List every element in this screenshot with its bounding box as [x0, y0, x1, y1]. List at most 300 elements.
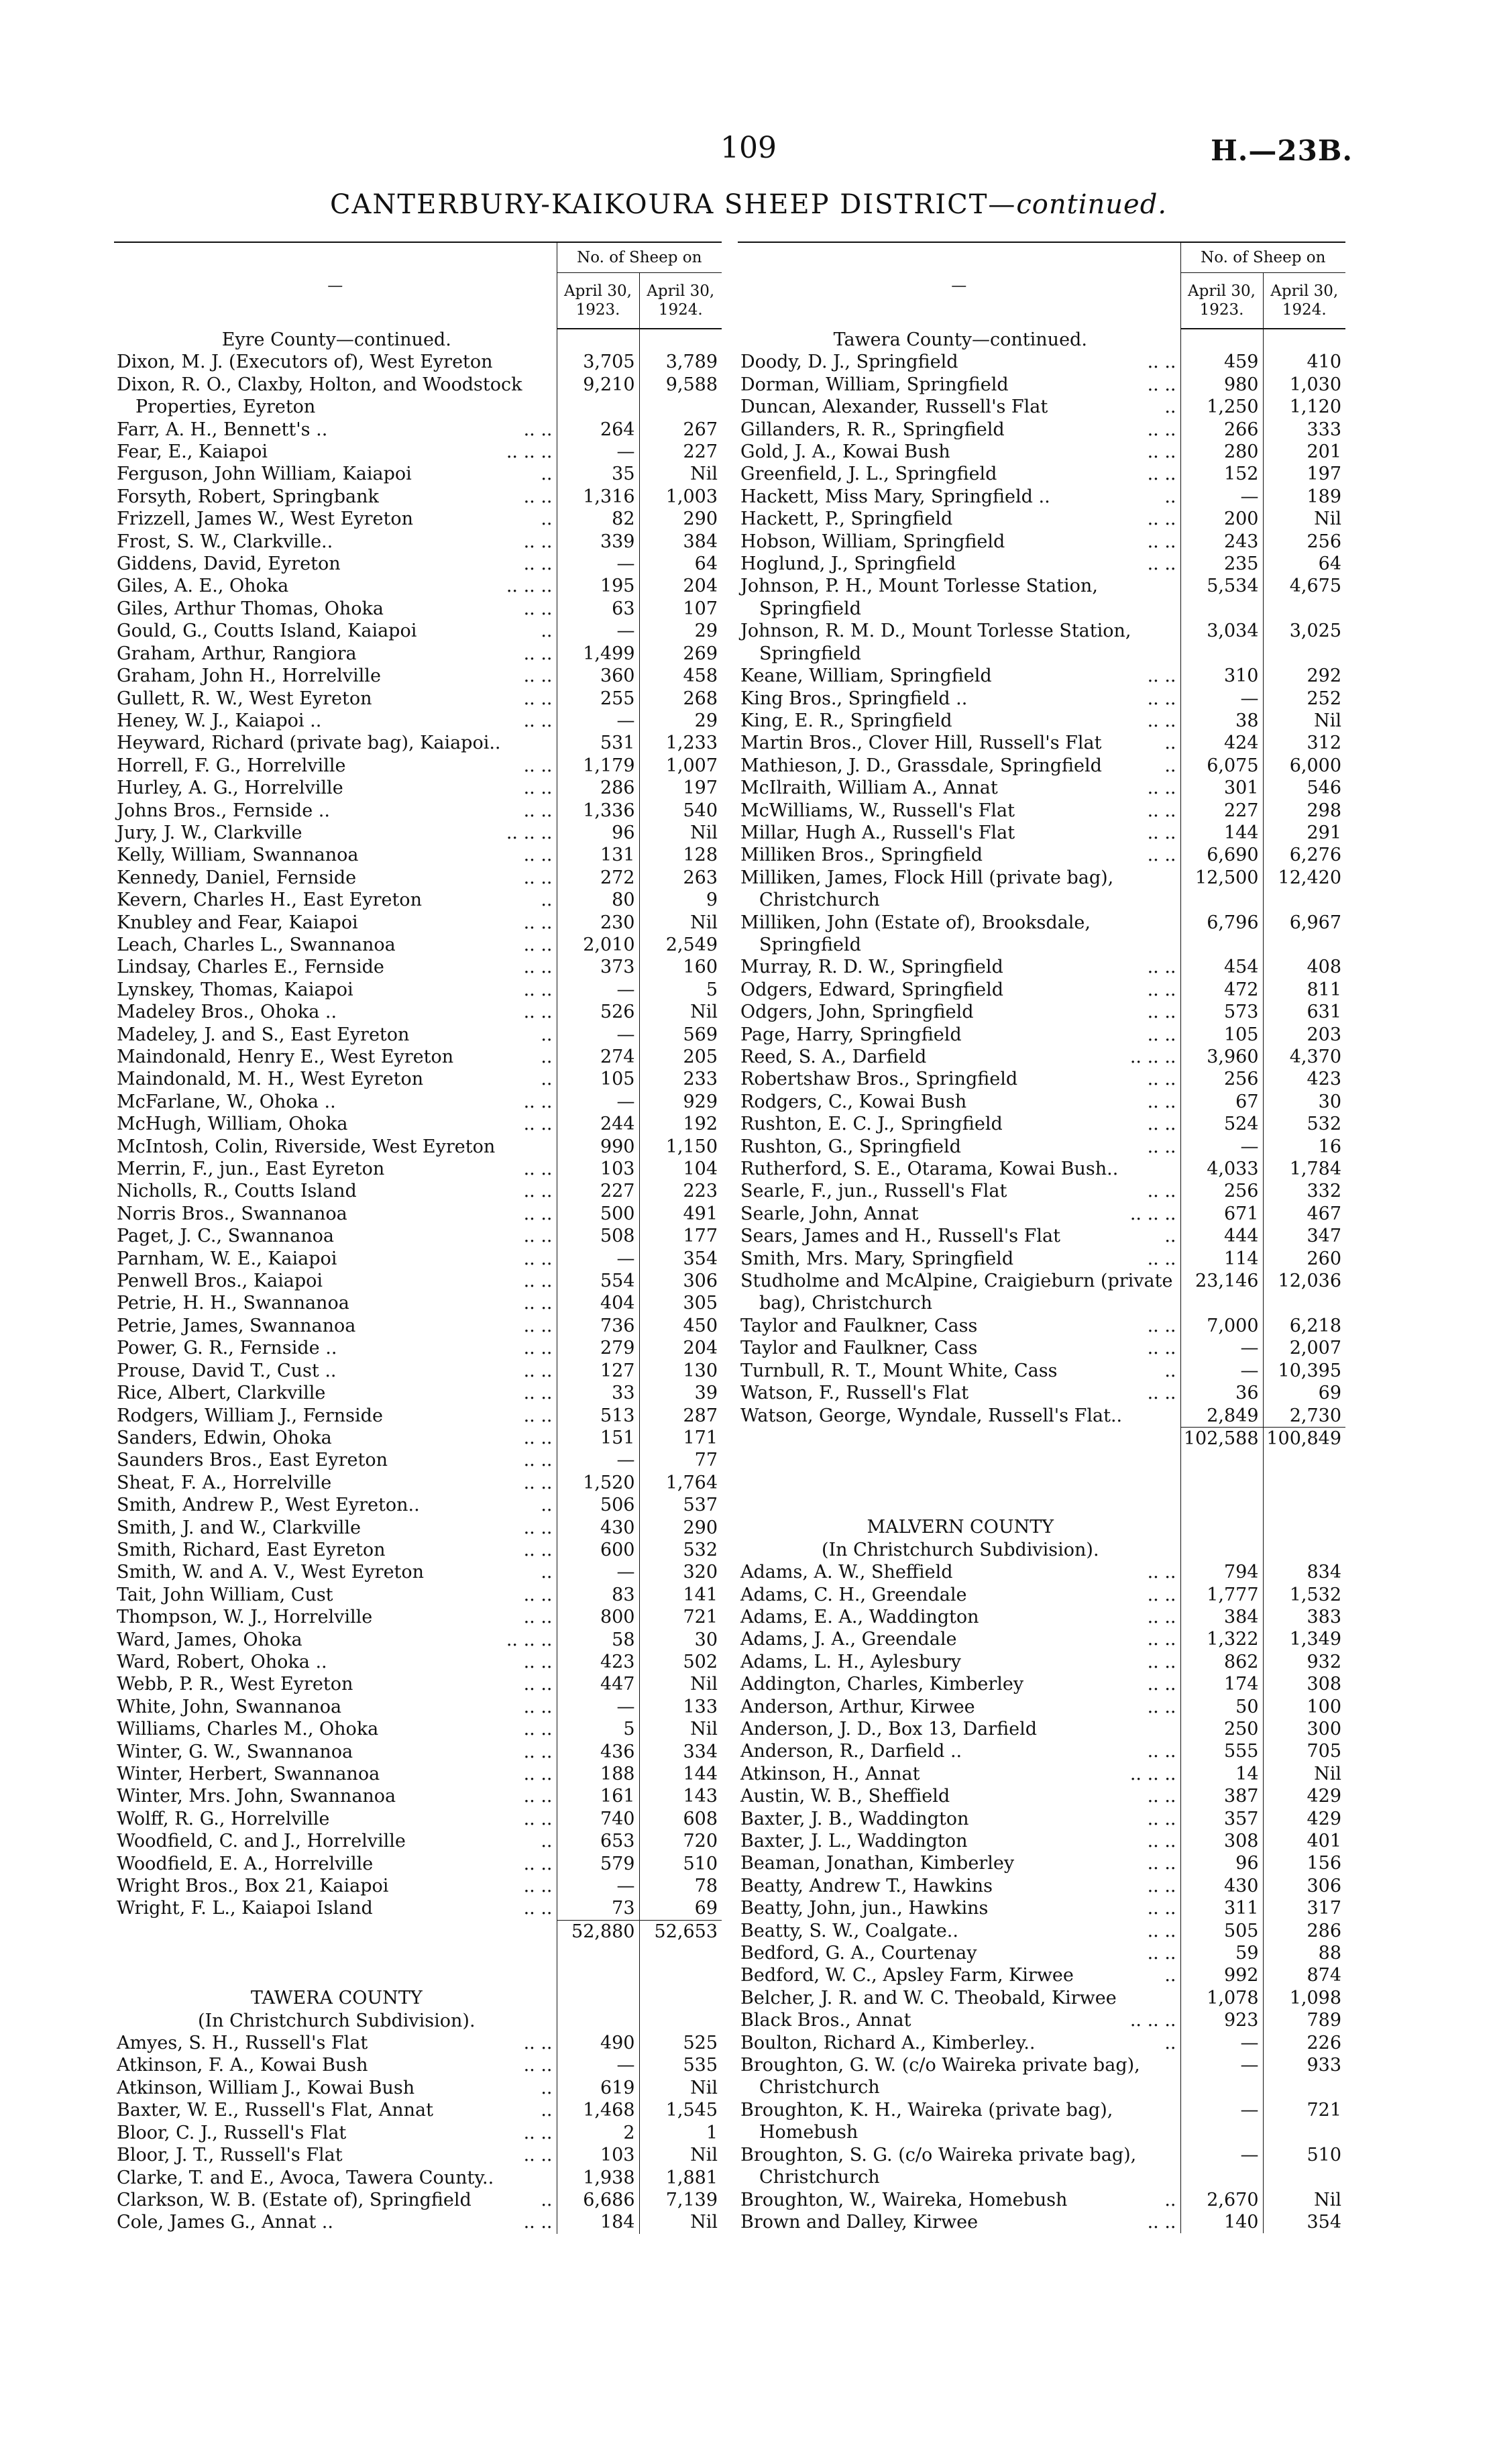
empty-cell [557, 2010, 639, 2032]
leader-dots: .. .. [1147, 688, 1176, 709]
owner-name-text: Giles, Arthur Thomas, Ohoka [117, 598, 384, 619]
owner-name-text: Bedford, G. A., Courtenay [740, 1943, 977, 1964]
owner-name-text: Rushton, E. C. J., Springfield [740, 1114, 1003, 1135]
leader-dots: .. .. [523, 1450, 553, 1471]
leader-dots: .. [541, 890, 553, 911]
sheep-1924: 929 [639, 1091, 722, 1113]
owner-name [114, 1203, 557, 1225]
sheep-1924: 269 [639, 643, 722, 665]
table-row [738, 575, 1345, 620]
table-row [738, 620, 1345, 665]
leader-dots: .. .. [523, 665, 553, 687]
sheep-1924: 286 [1263, 1920, 1345, 1942]
sheep-1924: 705 [1263, 1740, 1345, 1762]
sheep-1923: 6,075 [1180, 755, 1263, 777]
report-reference: H.—23B. [1211, 134, 1353, 167]
owner-name [114, 1113, 557, 1135]
owner-name-text: Johnson, P. H., Mount Torlesse Station, Springfield [740, 576, 1098, 619]
sheep-1924: 305 [639, 1292, 722, 1314]
sheep-1923: 923 [1180, 2009, 1263, 2031]
sheep-1924: 1,030 [1263, 374, 1345, 396]
leader-dots: .. .. [523, 1293, 553, 1314]
table-row [114, 598, 722, 620]
leader-dots: .. .. [1147, 2211, 1176, 2233]
table-row [114, 2167, 722, 2189]
owner-name [114, 979, 557, 1001]
owner-name [114, 1853, 557, 1875]
sheep-1923: 490 [557, 2032, 639, 2054]
table-row [738, 1763, 1345, 1785]
sheep-1923: — [1180, 1360, 1263, 1382]
sheep-1923: 5,534 [1180, 575, 1263, 620]
sheep-1924: 1,003 [639, 486, 722, 508]
leader-dots: .. .. [1147, 1898, 1176, 1919]
sheep-1923: 424 [1180, 732, 1263, 754]
sheep-1923: 266 [1180, 419, 1263, 441]
sheep-1924: 1,532 [1263, 1584, 1345, 1606]
leader-dots: .. .. [523, 1338, 553, 1359]
table-row [114, 2144, 722, 2166]
owner-name-text: Farr, A. H., Bennett's .. [117, 419, 328, 440]
sheep-1924: Nil [639, 822, 722, 844]
owner-name [114, 1136, 557, 1158]
sheep-1924: 332 [1263, 1180, 1345, 1202]
owner-name [738, 1763, 1180, 1785]
table-row [114, 1225, 722, 1247]
owner-name-text: Rutherford, S. E., Otarama, Kowai Bush.. [740, 1159, 1119, 1180]
owner-name [114, 1517, 557, 1539]
table-row [738, 1696, 1345, 1718]
leader-dots: .. .. [523, 598, 553, 619]
owner-name-text: Baxter, W. E., Russell's Flat, Annat [117, 2100, 433, 2121]
table-row [738, 979, 1345, 1001]
owner-name-text: Fear, E., Kaiapoi [117, 441, 268, 463]
spacer-row [114, 1965, 722, 1987]
owner-name-text: Heney, W. J., Kaiapoi .. [117, 710, 322, 731]
owner-name-text: Adams, A. W., Sheffield [740, 1562, 953, 1583]
owner-name [114, 889, 557, 911]
table-row [114, 2054, 722, 2076]
sheep-1924: 69 [1263, 1382, 1345, 1404]
sheep-1924: 932 [1263, 1651, 1345, 1673]
owner-name [738, 1068, 1180, 1090]
owner-name [114, 912, 557, 934]
owner-name [738, 1740, 1180, 1762]
table-row [114, 1360, 722, 1382]
table-row [114, 1136, 722, 1158]
leader-dots: .. .. [523, 1876, 553, 1897]
empty-cell [114, 1943, 557, 1965]
owner-name-text: Dixon, R. O., Claxby, Holton, and Woodstock Properties, Eyreton [117, 374, 522, 418]
owner-name [114, 2167, 557, 2189]
sheep-1923: 103 [557, 2144, 639, 2166]
owner-name-text: Greenfield, J. L., Springfield [740, 464, 997, 485]
leader-dots: .. .. [523, 1898, 553, 1919]
owner-name [114, 1248, 557, 1270]
leader-dots: .. .. [523, 1853, 553, 1874]
leader-dots: .. .. [1147, 1181, 1176, 1202]
leader-dots: .. .. [1147, 1383, 1176, 1404]
owner-name-text: Doody, D. J., Springfield [740, 352, 958, 373]
empty-cell [639, 1943, 722, 1965]
sheep-1923: — [557, 1696, 639, 1718]
table-row [114, 956, 722, 978]
table-row [738, 1248, 1345, 1270]
table-row [114, 889, 722, 911]
leader-dots: .. .. [1147, 1136, 1176, 1157]
leader-dots: .. [541, 621, 553, 642]
table-row [738, 463, 1345, 485]
sheep-1923: 459 [1180, 351, 1263, 373]
sheep-1923: 38 [1180, 710, 1263, 732]
owner-name [738, 486, 1180, 508]
owner-name-text: Graham, John H., Horrelville [117, 665, 381, 687]
table-row [738, 867, 1345, 912]
owner-name [738, 351, 1180, 373]
owner-name [738, 2211, 1180, 2233]
owner-name-text: Amyes, S. H., Russell's Flat [117, 2033, 368, 2054]
leader-dots: .. .. [1147, 1786, 1176, 1807]
sheep-1924: 721 [639, 1606, 722, 1628]
right-sheep-table [738, 242, 1345, 2233]
sheep-1923: 235 [1180, 553, 1263, 575]
owner-name [114, 2144, 557, 2166]
sheep-1923: 524 [1180, 1113, 1263, 1135]
sheep-1923: — [557, 1024, 639, 1046]
owner-name-text: Broughton, S. G. (c/o Waireka private bag), Christchurch [740, 2144, 1137, 2188]
owner-name [114, 2211, 557, 2233]
table-row [114, 822, 722, 844]
sheep-1924: 384 [639, 531, 722, 553]
sheep-1923: — [1180, 486, 1263, 508]
sheep-1923: 274 [557, 1046, 639, 1068]
table-row [114, 1270, 722, 1292]
table-row [114, 1180, 722, 1202]
leader-dots: .. .. [523, 1719, 553, 1740]
sheep-1923: 280 [1180, 441, 1263, 463]
sheep-1924: Nil [639, 463, 722, 485]
owner-name [738, 1673, 1180, 1695]
leader-dots: .. .. [1147, 845, 1176, 866]
owner-name [114, 2077, 557, 2099]
table-row [114, 508, 722, 530]
sheep-1923: 992 [1180, 1964, 1263, 1986]
owner-name [114, 1830, 557, 1852]
owner-name-text: Murray, R. D. W., Springfield [740, 957, 1003, 978]
sheep-1923: 227 [1180, 800, 1263, 822]
sheep-1924: 429 [1263, 1785, 1345, 1807]
table-row [114, 934, 722, 956]
table-row [738, 665, 1345, 687]
owner-name-text: Petrie, H. H., Swannanoa [117, 1293, 349, 1314]
sheep-1924: 546 [1263, 777, 1345, 799]
table-row [114, 1763, 722, 1785]
sheep-1924: 6,218 [1263, 1315, 1345, 1337]
empty-cell [114, 1920, 557, 1943]
sheep-1923: 286 [557, 777, 639, 799]
sheep-1923: 33 [557, 1382, 639, 1404]
sheep-1923: — [557, 710, 639, 732]
owner-name-text: Broughton, K. H., Waireka (private bag), Homebush [740, 2099, 1113, 2143]
sheep-1924: 6,967 [1263, 912, 1345, 957]
sheep-1923: 1,250 [1180, 396, 1263, 418]
empty-cell [1180, 329, 1263, 351]
table-row [114, 1629, 722, 1651]
owner-name [114, 419, 557, 441]
sheep-1924: 354 [1263, 2211, 1345, 2233]
table-row [738, 1046, 1345, 1068]
owner-name [738, 1584, 1180, 1606]
sheep-1924: 408 [1263, 956, 1345, 978]
owner-name [114, 867, 557, 889]
sheep-1923: 2 [557, 2122, 639, 2144]
owner-name [114, 1897, 557, 1920]
owner-name-text: Millar, Hugh A., Russell's Flat [740, 822, 1015, 843]
table-row [114, 351, 722, 373]
owner-name [114, 508, 557, 530]
leader-dots: .. .. [1147, 419, 1176, 440]
sheep-1924: 10,395 [1263, 1360, 1345, 1382]
sheep-1924: 6,276 [1263, 844, 1345, 866]
sheep-1924: 77 [639, 1449, 722, 1471]
table-row [738, 2144, 1345, 2189]
sheep-1923: 152 [1180, 463, 1263, 485]
sheep-1924: 306 [639, 1270, 722, 1292]
owner-name [114, 755, 557, 777]
owner-name-text: Beatty, John, jun., Hawkins [740, 1898, 989, 1919]
table-row [114, 1315, 722, 1337]
sheep-1924: 298 [1263, 800, 1345, 822]
spacer-row [738, 1450, 1345, 1472]
owner-name-text: Lynskey, Thomas, Kaiapoi [117, 979, 353, 1000]
owner-name-text: Adams, L. H., Aylesbury [740, 1651, 961, 1672]
table-row [114, 1539, 722, 1561]
sheep-1923: 357 [1180, 1808, 1263, 1830]
owner-name [738, 1987, 1180, 2009]
owner-name-text: Rice, Albert, Clarkville [117, 1383, 326, 1404]
owner-name-text: Webb, P. R., West Eyreton [117, 1674, 353, 1695]
sheep-1923: 250 [1180, 1718, 1263, 1740]
sheep-1923: 311 [1180, 1897, 1263, 1919]
owner-name [114, 486, 557, 508]
sheep-1923: 579 [557, 1853, 639, 1875]
owner-name [738, 912, 1180, 957]
sheep-1923: 404 [557, 1292, 639, 1314]
table-row [738, 1068, 1345, 1090]
sheep-1924: 263 [639, 867, 722, 889]
owner-name-text: Hobson, William, Springfield [740, 531, 1005, 552]
sheep-1924: 192 [639, 1113, 722, 1135]
sheep-1924: 333 [1263, 419, 1345, 441]
leader-dots: .. .. [523, 1181, 553, 1202]
owner-name [114, 441, 557, 463]
owner-name-text: Watson, George, Wyndale, Russell's Flat.. [740, 1405, 1123, 1426]
table-row [738, 732, 1345, 754]
owner-name [114, 1875, 557, 1897]
owner-name [738, 822, 1180, 844]
sheep-1924: 1,784 [1263, 1158, 1345, 1180]
sheep-1924: 143 [639, 1785, 722, 1807]
owner-name-text: Mathieson, J. D., Grassdale, Springfield [740, 755, 1102, 776]
table-row [114, 441, 722, 463]
owner-name-text: Ferguson, John William, Kaiapoi [117, 464, 412, 485]
owner-name-text: Bloor, C. J., Russell's Flat [117, 2122, 347, 2143]
empty-cell [639, 1965, 722, 1987]
sheep-1923: 36 [1180, 1382, 1263, 1404]
owner-name-text: Atkinson, H., Annat [740, 1763, 920, 1784]
leader-dots: .. [541, 1562, 553, 1583]
empty-cell [1263, 329, 1345, 351]
sheep-1924: 12,420 [1263, 867, 1345, 912]
owner-name-text: Hoglund, J., Springfield [740, 553, 956, 575]
owner-name-text: Atkinson, William J., Kowai Bush [117, 2077, 415, 2098]
empty-cell [639, 2010, 722, 2032]
owner-header [738, 242, 1180, 329]
table-row [114, 867, 722, 889]
empty-cell [557, 1965, 639, 1987]
table-row [738, 777, 1345, 799]
sheep-1923: — [1180, 2144, 1263, 2189]
leader-dots: .. .. [523, 1696, 553, 1717]
owner-name-text: Duncan, Alexander, Russell's Flat [740, 396, 1048, 418]
leader-dots: .. .. [1147, 352, 1176, 373]
county-heading: MALVERN COUNTY [867, 1517, 1054, 1538]
table-row [738, 1987, 1345, 2009]
table-row [738, 486, 1345, 508]
sheep-1923: — [557, 441, 639, 463]
owner-name [738, 1091, 1180, 1113]
leader-dots: .. [1164, 2189, 1176, 2210]
sheep-1923: 195 [557, 575, 639, 597]
total-row [738, 1427, 1345, 1450]
owner-name-text: Belcher, J. R. and W. C. Theobald, Kirwee [740, 1987, 1117, 2008]
sheep-1924: 104 [639, 1158, 722, 1180]
sheep-1923: 140 [1180, 2211, 1263, 2233]
county-heading: TAWERA COUNTY [250, 1988, 423, 2009]
owner-name [738, 463, 1180, 485]
owner-name [114, 1427, 557, 1449]
leader-dots: .. .. [1147, 441, 1176, 463]
owner-name-text: Milliken, James, Flock Hill (private bag), Christchurch [740, 867, 1114, 911]
leader-dots: .. .. [523, 688, 553, 709]
owner-name [738, 1225, 1180, 1247]
owner-name [114, 1808, 557, 1830]
leader-dots: .. .. [1147, 822, 1176, 843]
leader-dots: .. [541, 1069, 553, 1090]
table-row [114, 1651, 722, 1673]
table-row [738, 755, 1345, 777]
owner-name [738, 1718, 1180, 1740]
table-row [738, 1136, 1345, 1158]
owner-name [738, 419, 1180, 441]
sheep-1923: 1,179 [557, 755, 639, 777]
sheep-1924: 4,370 [1263, 1046, 1345, 1068]
sheep-1923: 360 [557, 665, 639, 687]
leader-dots: .. .. .. [506, 822, 553, 843]
sheep-1923: — [1180, 2099, 1263, 2144]
owner-name-text: McIntosh, Colin, Riverside, West Eyreton [117, 1136, 496, 1157]
sheep-group-header: No. of Sheep on [557, 242, 722, 273]
county-heading-row [738, 1516, 1345, 1538]
empty-cell [1263, 1516, 1345, 1538]
subdivision-row [738, 1539, 1345, 1561]
county-heading-row [738, 329, 1345, 351]
leader-dots: .. [541, 1831, 553, 1852]
sheep-1924: 540 [639, 800, 722, 822]
sheep-1923: — [557, 1561, 639, 1583]
sheep-1923: 990 [557, 1136, 639, 1158]
owner-name-text: Merrin, F., jun., East Eyreton [117, 1159, 385, 1180]
owner-name-text: Hurley, A. G., Horrelville [117, 778, 343, 799]
sheep-1923: 105 [1180, 1024, 1263, 1046]
owner-name-text: Parnham, W. E., Kaiapoi [117, 1248, 337, 1269]
sheep-1924: 429 [1263, 1808, 1345, 1830]
owner-name [114, 1315, 557, 1337]
sheep-1924: 197 [639, 777, 722, 799]
sheep-1924: Nil [639, 2144, 722, 2166]
sheep-1923: 671 [1180, 1203, 1263, 1225]
sheep-1924: Nil [639, 1718, 722, 1740]
sheep-1923: 1,520 [557, 1472, 639, 1494]
owner-name [738, 2189, 1180, 2211]
sheep-1924: Nil [639, 912, 722, 934]
leader-dots: .. .. [1147, 1875, 1176, 1896]
table-row [114, 531, 722, 553]
owner-name [114, 1673, 557, 1695]
leader-dots: .. .. [523, 2055, 553, 2076]
sheep-1924: 197 [1263, 463, 1345, 485]
sheep-1923: 14 [1180, 1763, 1263, 1785]
owner-name [114, 1763, 557, 1785]
table-row [738, 1740, 1345, 1762]
owner-name-text: Beatty, Andrew T., Hawkins [740, 1875, 993, 1896]
table-row [738, 1897, 1345, 1919]
sheep-1924: 1,881 [639, 2167, 722, 2189]
owner-name-text: Nicholls, R., Coutts Island [117, 1181, 357, 1202]
sheep-1923: 244 [557, 1113, 639, 1135]
table-row [738, 1382, 1345, 1404]
right-table-body [738, 329, 1345, 2233]
sheep-1923: 310 [1180, 665, 1263, 687]
sheep-1923: 5 [557, 1718, 639, 1740]
sheep-1924: 317 [1263, 1897, 1345, 1919]
sheep-1924: 144 [639, 1763, 722, 1785]
table-row [738, 1718, 1345, 1740]
sheep-1923: — [557, 553, 639, 575]
leader-dots: .. .. [1147, 1584, 1176, 1605]
table-row [114, 710, 722, 732]
owner-name [738, 1808, 1180, 1830]
sheep-1924: 233 [639, 1068, 722, 1090]
owner-name-text: Smith, Mrs. Mary, Springfield [740, 1248, 1014, 1269]
leader-dots: .. .. [1147, 1069, 1176, 1090]
sheep-1924: 30 [639, 1629, 722, 1651]
owner-name-text: Kevern, Charles H., East Eyreton [117, 890, 422, 911]
sheep-1924: 721 [1263, 2099, 1345, 2144]
table-row [114, 1382, 722, 1404]
leader-dots: .. [1164, 1965, 1176, 1986]
sheep-1923: 188 [557, 1763, 639, 1785]
sheep-1923: 423 [557, 1651, 639, 1673]
owner-name [114, 1718, 557, 1740]
sheep-1924: 252 [1263, 688, 1345, 710]
sheep-1923: 67 [1180, 1091, 1263, 1113]
table-row [738, 688, 1345, 710]
sheep-1924: 320 [639, 1561, 722, 1583]
sheep-1923: — [557, 979, 639, 1001]
sheep-1923: 174 [1180, 1673, 1263, 1695]
owner-name [738, 1315, 1180, 1337]
